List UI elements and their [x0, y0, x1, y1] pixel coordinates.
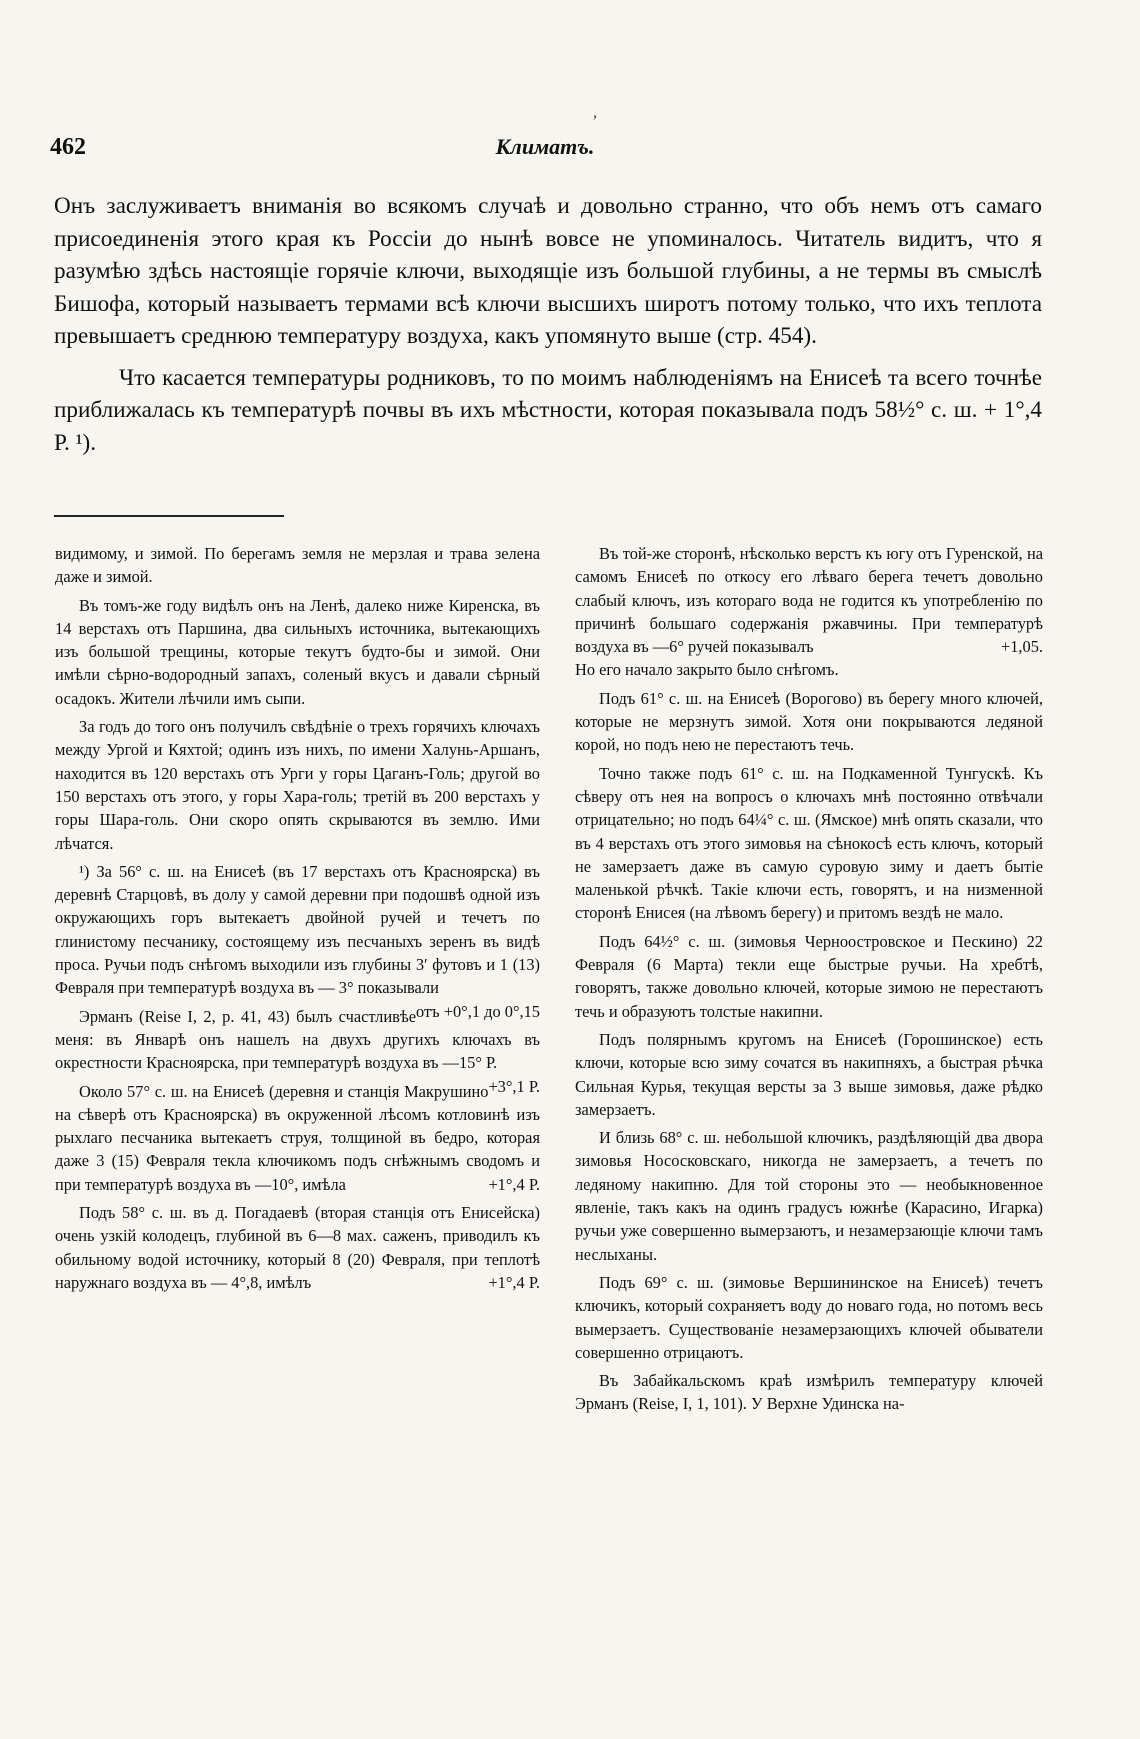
main-paragraph-1: Онъ заслуживаетъ вниманія во всякомъ случаѣ и довольно странно, что объ немъ отъ самаго присоединенія этого края къ Россіи до нынѣ вовсе не упоминалось. Читатель видитъ, что я разумѣю здѣсь настоящіе горячіе ключи, выходящіе изъ большой глубины, а не термы въ смыслѣ Бишофа, который называетъ термами всѣ ключи высшихъ широтъ потому только, что ихъ теплота превышаетъ среднюю температуру воздуха, какъ упомянуто выше (стр. 454). — [54, 193, 1042, 349]
running-title: Климатъ. — [495, 134, 595, 159]
right-paragraph-6: И близь 68° с. ш. небольшой ключикъ, раздѣляющій два двора зимовья Нососковскаго, никогда не замерзаетъ, а течетъ по ледяному накипню. Для той стороны это — необыкновенное явленіе, такъ какъ на одинъ градусъ южнѣе (Карасино, Игарка) ручьи уже совершенно вымерзаютъ, и незамерзающіе ключи тамъ неслыханы. — [575, 1128, 1043, 1264]
paragraph-text: Около 57° с. ш. на Енисеѣ (деревня и станція Макрушино на сѣверѣ отъ Красноярска) въ окруженной лѣсомъ котловинѣ изъ рыхлаго песчаника вытекаетъ струя, толщиной въ бедро, которая даже 3 (15) Февраля текла ключикомъ подъ снѣжнымъ сводомъ и при температурѣ воздуха въ —10°, имѣла — [55, 1081, 540, 1194]
main-text — [54, 190, 1042, 459]
page-number: 462 — [50, 134, 86, 160]
right-paragraph-1 — [575, 542, 1043, 682]
measurement-value: +1°,4 Р. — [488, 1174, 540, 1194]
left-paragraph-6 — [55, 1080, 540, 1196]
footnote-divider — [54, 515, 284, 517]
right-paragraph-4: Подъ 64½° с. ш. (зимовья Черноостровское и Пескино) 22 Февраля (6 Марта) текли еще быстрые ручьи. На хребтѣ, говорятъ, также довольно ключей, которые зимою не перестаютъ течь и образуютъ толстые накипни. — [575, 931, 1043, 1021]
left-paragraph-3: За годъ до того онъ получилъ свѣдѣніе о трехъ горячихъ ключахъ между Ургой и Кяхтой; одинъ изъ нихъ, по имени Халунь-Аршанъ, находится въ 120 верстахъ отъ Урги у горы Цаганъ-Голь; другой во 150 верстахъ отъ этого, у горы Хара-голь; третій въ 200 верстахъ у горы Шара-голь. Они скоро опять скрываются въ землю. Ими лѣчатся. — [55, 717, 540, 853]
left-column — [55, 542, 540, 1299]
right-paragraph-2: Подъ 61° с. ш. на Енисеѣ (Ворогово) въ берегу много ключей, которые не мерзнутъ зимой. Хотя они покрываются ледяной корой, но подъ нею не перестаютъ течь. — [575, 688, 1043, 755]
right-paragraph-3: Точно также подъ 61° с. ш. на Подкаменной Тунгускѣ. Къ сѣверу отъ нея на вопросъ о ключахъ мнѣ постоянно отвѣчали отрицательно; но подъ 64¼° с. ш. (Ямское) мнѣ опять сказали, что въ 4 верстахъ отъ этого зимовья на сѣнокосѣ есть ключъ, который не замерзаетъ даже въ самую суровую зиму и даетъ бытіе маленькой рѣчкѣ. Такіе ключи есть, говорятъ, и на низменной сторонѣ Енисея (на лѣвомъ берегу) и притомъ вездѣ не мало. — [575, 763, 1043, 923]
right-paragraph-7: Подъ 69° с. ш. (зимовье Вершининское на Енисеѣ) течетъ ключикъ, который сохраняетъ воду до новаго года, но потомъ весь вымерзаетъ. Существованіе незамерзающихъ ключей обыватели совершенно отрицаютъ. — [575, 1272, 1043, 1362]
right-paragraph-5: Подъ полярнымъ кругомъ на Енисеѣ (Горошинское) есть ключи, которые всю зиму сочатся въ накипняхъ, а быстрая рѣчка Сильная Курья, текущая версты за 3 выше зимовья, даже рѣдко замерзаетъ. — [575, 1029, 1043, 1119]
measurement-value: +1,05. — [1000, 637, 1043, 657]
paragraph-text: Эрманъ (Reise I, 2, p. 41, 43) былъ счастливѣе меня: въ Январѣ онъ нашелъ на двухъ другихъ ключахъ въ окрестности Красноярска, при температурѣ воздуха въ —15° Р. — [55, 1006, 540, 1073]
right-paragraph-8: Въ Забайкальскомъ краѣ измѣрилъ температуру ключей Эрманъ (Reise, I, 1, 101). У Верхне Удинска на- — [575, 1371, 1043, 1414]
left-paragraph-7 — [55, 1201, 540, 1294]
paragraph-text: Но его начало закрыто было снѣгомъ. — [575, 660, 839, 680]
footnote-text: ¹) За 56° с. ш. на Енисеѣ (въ 17 верстахъ отъ Красноярска) въ деревнѣ Старцовѣ, въ долу у самой деревни при подошвѣ одной изъ окружающихъ горъ вытекаетъ двойной ручей и течетъ по глинистому песчанику, состоящему изъ песчаныхъ зеренъ въ видѣ проса. Ручьи подъ снѣгомъ выходили изъ глубины 3′ футовъ и 1 (13) Февраля при температурѣ воздуха въ — 3° показывали — [55, 861, 540, 998]
stray-mark: , — [593, 104, 597, 121]
right-column — [575, 542, 1043, 1421]
left-paragraph-4 — [55, 860, 540, 1021]
page-header — [50, 134, 1040, 164]
measurement-value: отъ +0°,1 до 0°,15 — [416, 1001, 540, 1021]
main-paragraph-2: Что касается температуры родниковъ, то по моимъ наблюденіямъ на Енисеѣ та всего точнѣе приближалась къ температурѣ почвы въ ихъ мѣстности, которая показывала подъ 58½° с. ш. + 1°,4 Р. ¹). — [54, 364, 1042, 456]
measurement-value: +1°,4 Р. — [488, 1272, 540, 1292]
measurement-value: +3°,1 Р. — [488, 1076, 540, 1096]
paragraph-text: Въ той-же сторонѣ, нѣсколько верстъ къ югу отъ Гуренской, на самомъ Енисеѣ по откосу его лѣваго берега течетъ довольно слабый ключъ, изъ котораго вода не годится къ употребленію по причинѣ большаго содержанія ржавчины. При температурѣ воздуха въ —6° ручей показывалъ — [575, 544, 1043, 657]
left-paragraph-2: Въ томъ-же году видѣлъ онъ на Ленѣ, далеко ниже Киренска, въ 14 верстахъ отъ Паршина, два сильныхъ источника, вытекающихъ изъ большой трещины, которые текутъ будто-бы и зимой. Они имѣли сѣрно-водородный запахъ, соленый вкусъ и давали сѣрный осадокъ. Жители лѣчили имъ сыпи. — [55, 595, 540, 708]
left-paragraph-1: видимому, и зимой. По берегамъ земля не мерзлая и трава зелена даже и зимой. — [55, 544, 540, 587]
paragraph-text: Подъ 58° с. ш. въ д. Погадаевѣ (вторая станція отъ Енисейска) очень узкій колодецъ, глубиной въ 6—8 мах. саженъ, приводилъ къ обильному водой источнику, который 8 (20) Февраля, при теплотѣ наружнаго воздуха въ — 4°,8, имѣлъ — [55, 1203, 540, 1292]
